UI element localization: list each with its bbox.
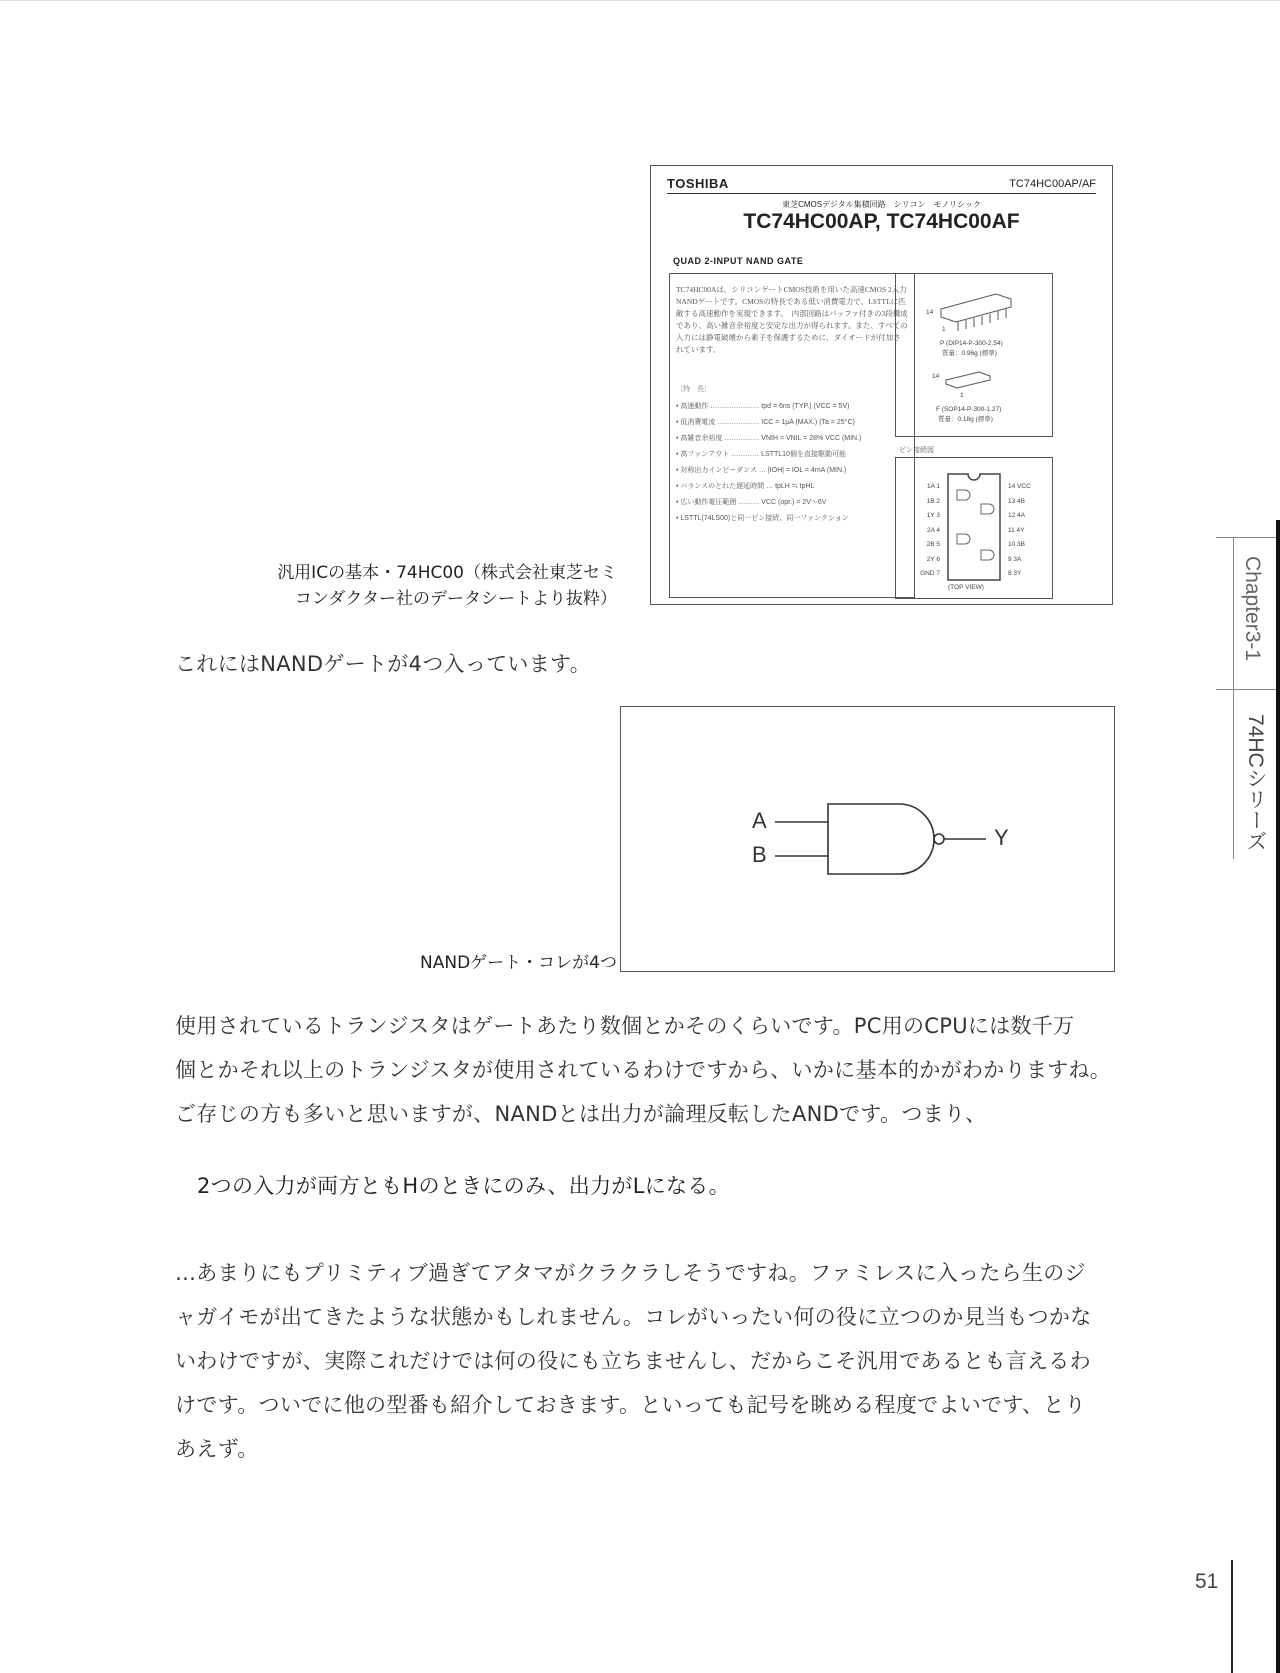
pin-label: 11 4Y	[1008, 526, 1025, 534]
paragraph-2	[175, 1251, 1092, 1471]
caption-line: 汎用ICの基本・74HC00（株式会社東芝セミ	[277, 563, 617, 583]
pin-label: 10 3B	[1008, 541, 1025, 548]
datasheet-subtitle: 東芝CMOSデジタル集積回路 シリコン モノリシック	[782, 200, 981, 209]
pin-1-label: 1	[942, 326, 946, 333]
pin-diagram	[895, 457, 1053, 599]
top-view-label: (TOP VIEW)	[948, 584, 984, 591]
text-line: いわけですが、実際これだけでは何の役にも立ちませんし、だからこそ汎用であるとも言えるわ	[175, 1349, 1091, 1373]
ic-outline-icon	[943, 472, 1005, 582]
function-label: QUAD 2-INPUT NAND GATE	[673, 256, 804, 266]
emphasis-statement: 2つの入力が両方ともHのときにのみ、出力がLになる。	[197, 1174, 730, 1198]
page-number: 51	[1195, 1570, 1219, 1593]
pin-label: 1Y 3	[926, 512, 940, 519]
text-line: ご存じの方も多いと思いますが、NANDとは出力が論理反転したANDです。つまり、	[175, 1102, 987, 1126]
pin-label: 2B 5	[926, 541, 940, 548]
divider	[667, 193, 1096, 194]
input-a-label: A	[752, 808, 767, 833]
text-line: 個とかそれ以上のトランジスタが使用されているわけですから、いかに基本的かがわかりますね。	[175, 1058, 1112, 1082]
page-number-rule	[1231, 1560, 1233, 1673]
pin-14-label: 14	[926, 309, 934, 316]
dip-package-name: P (DIP14-P-300-2.54)	[940, 340, 1003, 347]
description-box	[669, 273, 915, 598]
text-line: あえず。	[175, 1437, 259, 1461]
text-line: けです。ついでに他の型番も紹介しておきます。といっても記号を眺める程度でよいです、とり	[175, 1393, 1086, 1417]
part-header: TC74HC00AP/AF	[1009, 178, 1096, 190]
tab-divider	[1233, 689, 1234, 859]
pin-label: 2A 4	[926, 526, 940, 534]
figure-caption-2: NANDゲート・コレが4つ	[420, 953, 617, 973]
feature-item: • バランスのとれた遅延時間 … tpLH ≒ tpHL	[676, 483, 815, 490]
top-edge	[0, 0, 1280, 1]
pin-label: 13 4B	[1008, 497, 1025, 505]
nand-gate-figure	[620, 706, 1115, 972]
text-line: 使用されているトランジスタはゲートあたり数個とかそのくらいです。PC用のCPUには数千万	[175, 1014, 1075, 1038]
page-edge	[1276, 520, 1280, 1673]
pin-label: 1A 1	[926, 483, 940, 490]
dip-package-icon	[936, 289, 1016, 334]
section-label: 74HCシリーズ	[1244, 714, 1267, 852]
feature-item: • 高速動作 ………………… tpd = 6ns (TYP.) (VCC = 5V)	[676, 403, 850, 410]
feature-item: • LSTTL(74LS00)と同一ピン接続、同一ファンクション	[676, 515, 849, 522]
text-line: ャガイモが出てきたような状態かもしれません。コレがいったい何の役に立つのか見当もつかな	[175, 1305, 1092, 1329]
features-header: 〔特 長〕	[676, 386, 711, 393]
tab-divider	[1216, 537, 1280, 538]
feature-item: • 広い動作電圧範囲 ……… VCC (opr.) = 2V〜6V	[676, 499, 827, 506]
sop-package-name: F (SOP14-P-300-1.27)	[936, 406, 1002, 413]
pin-label: GND 7	[920, 570, 940, 577]
paragraph-1	[175, 1004, 1111, 1136]
datasheet-title: TC74HC00AP, TC74HC00AF	[743, 210, 1020, 233]
chapter-label: Chapter3-1	[1241, 556, 1264, 662]
brand-logo: TOSHIBA	[667, 176, 729, 191]
datasheet-figure	[650, 165, 1113, 605]
sop-weight: 質量：0.18g (標準)	[938, 416, 993, 423]
feature-item: • 高雑音余裕度 …………… VNIH = VNIL = 28% VCC (MIN.)	[676, 435, 862, 442]
text-line: …あまりにもプリミティブ過ぎてアタマがクラクラしそうですね。ファミレスに入ったら生のジ	[175, 1261, 1086, 1285]
figure-caption-1	[277, 560, 617, 612]
caption-line: コンダクター社のデータシートより抜粋）	[295, 589, 617, 609]
feature-item: • 高ファンアウト ………… LSTTL10個を直接駆動可能	[676, 451, 846, 458]
package-box	[895, 273, 1053, 437]
pin-label: 1B 2	[926, 497, 940, 505]
tab-divider	[1233, 537, 1234, 689]
pin-label: 9 3A	[1008, 555, 1022, 563]
pin-label: 12 4A	[1008, 512, 1025, 519]
dip-weight: 質量：0.96g (標準)	[942, 350, 997, 357]
description: TC74HC00Aは、シリコンゲートCMOS技術を用いた高速CMOS 2入力NANDゲートです。CMOSの特長である低い消費電力で、LSTTLに匹敵する高速動作を実現できます。 内部回路はバッファ付きの3段構成であり、高い雑音余裕度と安定な出力が得られます。また、すべての入力には静電破壊から素子を保護するために、ダイオードが付加されています。	[676, 285, 908, 354]
nand-gate-symbol-icon	[621, 707, 1116, 973]
tab-divider	[1216, 689, 1280, 690]
pin-label: 8 3Y	[1008, 570, 1022, 577]
pin-14-label: 14	[932, 373, 940, 380]
pin-diagram-label: ピン接続図	[899, 447, 934, 454]
pin-1-label: 1	[960, 392, 964, 399]
pin-label: 14 VCC	[1008, 483, 1031, 490]
pin-label: 2Y 6	[926, 555, 940, 563]
feature-item: • 対称出力インピーダンス … |IOH| = IOL = 4mA (MIN.)	[676, 467, 847, 474]
output-y-label: Y	[994, 825, 1009, 850]
intro-line: これにはNANDゲートが4つ入っています。	[175, 652, 591, 676]
sop-package-icon	[944, 370, 994, 392]
feature-item: • 低消費電流 ……………… ICC = 1μA (MAX.) (Ta = 25°C)	[676, 419, 855, 426]
input-b-label: B	[752, 842, 767, 867]
